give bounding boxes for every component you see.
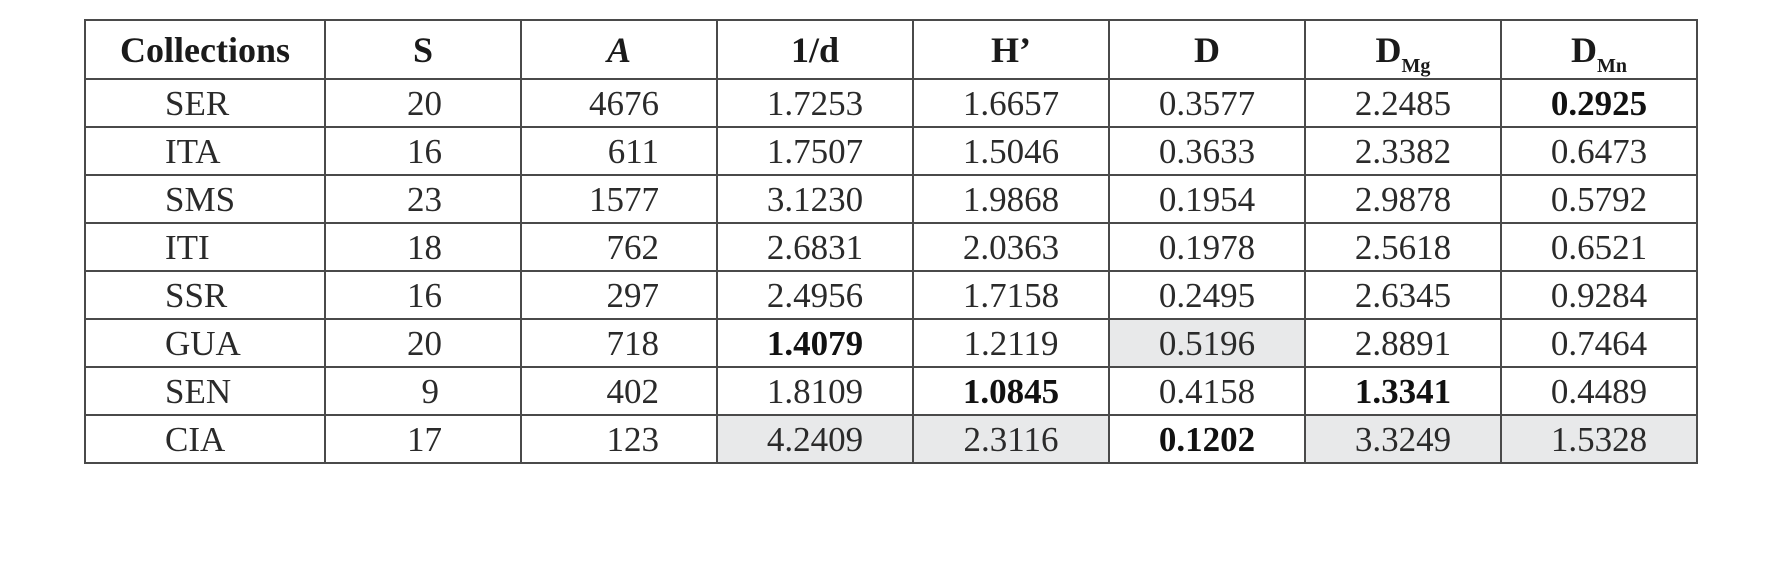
- cell-dmn: [1501, 319, 1697, 367]
- column-header-subscript: Mg: [1401, 54, 1431, 77]
- cell-d: [1109, 367, 1305, 415]
- column-header-label: 1/d: [790, 29, 840, 70]
- table-row: [85, 319, 1697, 367]
- cell-value: 1.2119: [963, 323, 1059, 363]
- cell-value: 4676: [589, 83, 659, 123]
- column-header-a: [521, 20, 717, 79]
- cell-dmn: [1501, 367, 1697, 415]
- table-row: [85, 271, 1697, 319]
- cell-value: 1.5046: [962, 131, 1060, 171]
- cell-value: 2.6831: [766, 227, 864, 267]
- cell-value: 1.4079: [766, 323, 864, 363]
- cell-d: [1109, 319, 1305, 367]
- cell-d: [1109, 79, 1305, 127]
- cell-value: 0.1202: [1158, 419, 1256, 459]
- cell-name: [85, 79, 325, 127]
- cell-value: 3.1230: [766, 179, 864, 219]
- cell-dmn: [1501, 415, 1697, 463]
- cell-value: 2.8891: [1354, 323, 1452, 363]
- cell-dmg: [1305, 415, 1501, 463]
- cell-d: [1109, 127, 1305, 175]
- cell-value: 1.5328: [1550, 419, 1648, 459]
- cell-h: [913, 223, 1109, 271]
- cell-h: [913, 271, 1109, 319]
- column-header-d-mg: [1305, 20, 1501, 79]
- cell-h: [913, 415, 1109, 463]
- cell-value: 1.0845: [962, 371, 1060, 411]
- cell-value: 1.8109: [766, 371, 864, 411]
- cell-s: [325, 223, 521, 271]
- cell-d: [1109, 271, 1305, 319]
- cell-value: 0.5196: [1158, 323, 1256, 363]
- cell-h: [913, 319, 1109, 367]
- column-header-d: [1109, 20, 1305, 79]
- cell-dmn: [1501, 223, 1697, 271]
- cell-dmn: [1501, 175, 1697, 223]
- header-row: [85, 20, 1697, 79]
- cell-dmg: [1305, 223, 1501, 271]
- cell-value: 297: [606, 275, 659, 315]
- cell-inv-d: [717, 223, 913, 271]
- cell-s: [325, 127, 521, 175]
- cell-name: [85, 175, 325, 223]
- cell-value: SEN: [165, 371, 232, 411]
- cell-value: 0.5792: [1550, 179, 1648, 219]
- cell-value: 718: [606, 323, 659, 363]
- cell-inv-d: [717, 175, 913, 223]
- cell-value: 0.1954: [1158, 179, 1256, 219]
- cell-value: 2.0363: [962, 227, 1060, 267]
- cell-value: 2.5618: [1354, 227, 1452, 267]
- cell-value: 1.7253: [766, 83, 864, 123]
- cell-value: 2.2485: [1354, 83, 1452, 123]
- cell-inv-d: [717, 319, 913, 367]
- cell-value: 762: [606, 227, 659, 267]
- cell-value: 0.2495: [1158, 275, 1256, 315]
- cell-inv-d: [717, 79, 913, 127]
- cell-a: [521, 223, 717, 271]
- cell-value: SSR: [165, 275, 228, 315]
- cell-dmg: [1305, 127, 1501, 175]
- cell-value: 1577: [589, 179, 659, 219]
- cell-value: 0.4489: [1550, 371, 1648, 411]
- table-row: [85, 79, 1697, 127]
- cell-value: 2.9878: [1354, 179, 1452, 219]
- table-row: [85, 127, 1697, 175]
- cell-dmn: [1501, 271, 1697, 319]
- cell-value: GUA: [165, 323, 241, 363]
- cell-h: [913, 127, 1109, 175]
- cell-value: SMS: [165, 179, 236, 219]
- cell-a: [521, 79, 717, 127]
- column-header-inv-d: [717, 20, 913, 79]
- column-header-label: S: [412, 29, 434, 70]
- cell-name: [85, 415, 325, 463]
- column-header-subscript: Mn: [1597, 54, 1627, 77]
- cell-value: 1.3341: [1354, 371, 1452, 411]
- cell-h: [913, 367, 1109, 415]
- cell-dmn: [1501, 79, 1697, 127]
- cell-value: 1.6657: [962, 83, 1060, 123]
- cell-value: 17: [407, 419, 442, 459]
- cell-name: [85, 319, 325, 367]
- cell-value: SER: [165, 83, 230, 123]
- cell-value: 611: [607, 131, 659, 171]
- column-header-label: D: [1571, 29, 1597, 70]
- cell-dmn: [1501, 127, 1697, 175]
- cell-name: [85, 127, 325, 175]
- cell-value: 2.3116: [963, 419, 1059, 459]
- cell-value: 3.3249: [1354, 419, 1452, 459]
- cell-a: [521, 415, 717, 463]
- cell-a: [521, 367, 717, 415]
- cell-inv-d: [717, 367, 913, 415]
- cell-d: [1109, 223, 1305, 271]
- table-row: [85, 223, 1697, 271]
- cell-value: 123: [606, 419, 659, 459]
- column-header-h-prime: [913, 20, 1109, 79]
- column-header-label: D: [1194, 29, 1220, 70]
- cell-name: [85, 271, 325, 319]
- cell-h: [913, 79, 1109, 127]
- cell-dmg: [1305, 271, 1501, 319]
- cell-value: 0.2925: [1550, 83, 1648, 123]
- cell-d: [1109, 175, 1305, 223]
- cell-value: 1.7507: [766, 131, 864, 171]
- cell-value: 0.3633: [1158, 131, 1256, 171]
- cell-s: [325, 415, 521, 463]
- cell-value: ITA: [165, 131, 221, 171]
- cell-s: [325, 175, 521, 223]
- cell-a: [521, 127, 717, 175]
- table-row: [85, 367, 1697, 415]
- diversity-index-table: [84, 19, 1698, 464]
- cell-value: 2.4956: [766, 275, 864, 315]
- cell-value: 0.3577: [1158, 83, 1256, 123]
- cell-dmg: [1305, 367, 1501, 415]
- cell-s: [325, 319, 521, 367]
- cell-name: [85, 367, 325, 415]
- table-body: [85, 79, 1697, 463]
- column-header-label: Collections: [120, 29, 290, 70]
- cell-value: 4.2409: [766, 419, 864, 459]
- cell-value: ITI: [165, 227, 210, 267]
- cell-value: 2.3382: [1354, 131, 1452, 171]
- cell-value: 23: [407, 179, 442, 219]
- column-header-label: D: [1375, 29, 1402, 70]
- column-header-s: [325, 20, 521, 79]
- cell-value: 20: [407, 83, 442, 123]
- cell-value: 0.4158: [1158, 371, 1256, 411]
- cell-value: 402: [606, 371, 659, 411]
- cell-value: CIA: [165, 419, 226, 459]
- cell-value: 1.7158: [962, 275, 1060, 315]
- cell-inv-d: [717, 271, 913, 319]
- cell-value: 9: [421, 371, 439, 411]
- cell-a: [521, 319, 717, 367]
- cell-s: [325, 271, 521, 319]
- cell-value: 0.6521: [1550, 227, 1648, 267]
- cell-dmg: [1305, 175, 1501, 223]
- cell-value: 2.6345: [1354, 275, 1452, 315]
- column-header-collections: [85, 20, 325, 79]
- cell-value: 0.9284: [1550, 275, 1648, 315]
- cell-a: [521, 175, 717, 223]
- cell-a: [521, 271, 717, 319]
- cell-s: [325, 79, 521, 127]
- cell-inv-d: [717, 127, 913, 175]
- cell-h: [913, 175, 1109, 223]
- cell-value: 16: [407, 275, 442, 315]
- cell-value: 20: [407, 323, 442, 363]
- cell-value: 0.7464: [1550, 323, 1648, 363]
- cell-dmg: [1305, 319, 1501, 367]
- column-header-label: A: [606, 29, 631, 70]
- cell-name: [85, 223, 325, 271]
- cell-s: [325, 367, 521, 415]
- cell-d: [1109, 415, 1305, 463]
- cell-value: 18: [407, 227, 442, 267]
- column-header-d-mn: [1501, 20, 1697, 79]
- column-header-label: H’: [991, 29, 1031, 70]
- cell-value: 0.1978: [1158, 227, 1256, 267]
- cell-inv-d: [717, 415, 913, 463]
- table-row: [85, 175, 1697, 223]
- cell-value: 1.9868: [962, 179, 1060, 219]
- table-row: [85, 415, 1697, 463]
- cell-value: 0.6473: [1550, 131, 1648, 171]
- cell-dmg: [1305, 79, 1501, 127]
- cell-value: 16: [407, 131, 442, 171]
- table-header: [85, 20, 1697, 79]
